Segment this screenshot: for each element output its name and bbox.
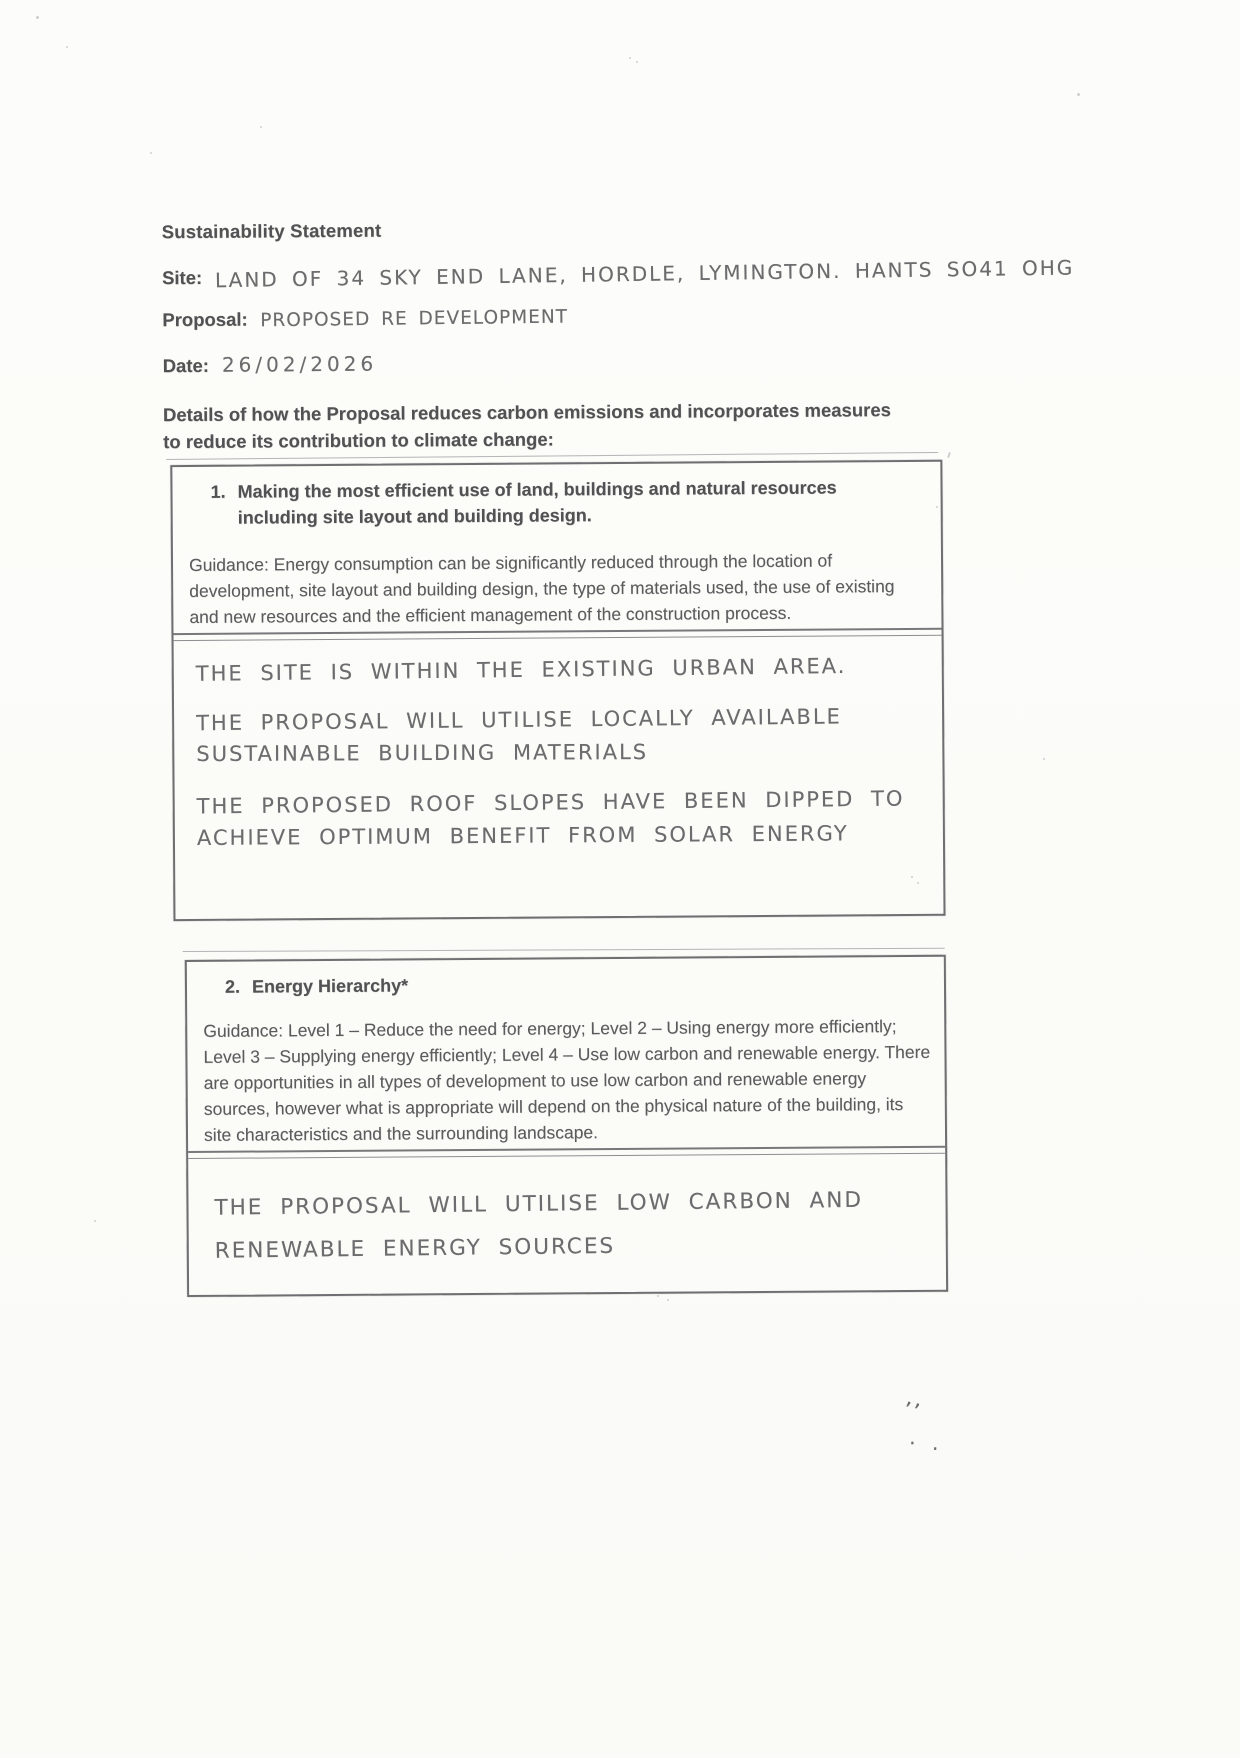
scan-speck: [306, 1244, 308, 1246]
section-2-box: [185, 955, 948, 1297]
field-row-site: [161, 255, 1075, 293]
scan-speck: [917, 882, 919, 884]
section-2-answer-area: [188, 1154, 946, 1271]
section-1-heading: [210, 474, 916, 531]
scan-speck: [657, 1295, 659, 1297]
scan-edge-line: [183, 948, 945, 952]
details-intro-text: Details of how the Proposal reduces carbon emissions and incorporates measures to reduce its contribution to climate change:: [162, 399, 891, 453]
scan-speck: [936, 506, 938, 508]
date-label: Date:: [162, 354, 209, 377]
handwritten-line: THE SITE IS WITHIN THE EXISTING URBAN AREA.: [195, 653, 847, 686]
proposal-label: Proposal:: [162, 308, 248, 331]
scan-speck: [667, 1299, 669, 1301]
scan-speck: [636, 61, 638, 63]
scan-speck: [260, 126, 262, 128]
date-value-handwritten: 26/02/2026: [221, 351, 378, 377]
scan-speck: [629, 57, 631, 59]
answer-paragraph: [197, 784, 925, 855]
scan-speck: [66, 46, 68, 48]
section-1-box: [170, 460, 945, 921]
scan-speck: [911, 876, 913, 878]
section-1-heading-text: Making the most efficient use of land, buildings and natural resources including site layout and building design.: [237, 477, 837, 528]
section-1-answer-area: [174, 636, 943, 855]
handwritten-line: THE PROPOSAL WILL UTILISE LOCALLY AVAILABLE: [196, 704, 842, 736]
field-row-proposal: [162, 306, 568, 331]
section-2-heading-text: Energy Hierarchy*: [251, 975, 409, 997]
section-1-guidance: Guidance: Energy consumption can be significantly reduced through the location of development, site layout and building design, the type of materials used, the use of existing and new resources and the efficient management of the construction process.: [188, 550, 895, 628]
handwritten-line: SUSTAINABLE BUILDING MATERIALS: [196, 740, 649, 767]
scan-speck: [1043, 758, 1045, 760]
site-label: Site:: [161, 266, 203, 289]
answer-paragraph: [196, 651, 924, 689]
handwritten-line: RENEWABLE ENERGY SOURCES: [214, 1233, 616, 1264]
handwritten-line: ACHIEVE OPTIMUM BENEFIT FROM SOLAR ENERGY: [196, 821, 849, 850]
section-1-number: 1.: [210, 481, 226, 502]
tick-marks: ’’: [900, 1398, 924, 1427]
pen-marks: [900, 1398, 944, 1455]
section-2-number: 2.: [224, 976, 241, 997]
proposal-value-handwritten: PROPOSED RE DEVELOPMENT: [260, 306, 569, 332]
answer-paragraph: [196, 701, 924, 772]
page-title: Sustainability Statement: [161, 219, 382, 243]
scan-speck: [36, 16, 39, 19]
scan-speck: [94, 1220, 96, 1222]
site-value-handwritten: LAND OF 34 SKY END LANE, HORDLE, LYMINGTON. HANTS SO41 OHG: [214, 255, 1075, 293]
handwritten-line: THE PROPOSED ROOF SLOPES HAVE BEEN DIPPED TO: [196, 786, 905, 819]
section-2-guidance: Guidance: Level 1 – Reduce the need for energy; Level 2 – Using energy more efficiently; Level 3 – Supplying energy efficiently; Level 4 – Use low carbon and renewable energy. There are opportunities in all types of development to use low carbon and renewable energy sources, however what is appropriate will depend on the physical nature of the building, its site characteristics and the surrounding landscape.: [203, 1016, 931, 1145]
section-2-heading: [225, 969, 920, 1000]
answer-paragraph: [214, 1180, 928, 1271]
field-row-date: [163, 352, 378, 377]
dot-marks: · .: [909, 1430, 944, 1455]
scan-speck: [150, 152, 152, 154]
scan-speck: [1077, 93, 1080, 96]
handwritten-line: THE PROPOSAL WILL UTILISE LOW CARBON AND: [214, 1187, 864, 1221]
